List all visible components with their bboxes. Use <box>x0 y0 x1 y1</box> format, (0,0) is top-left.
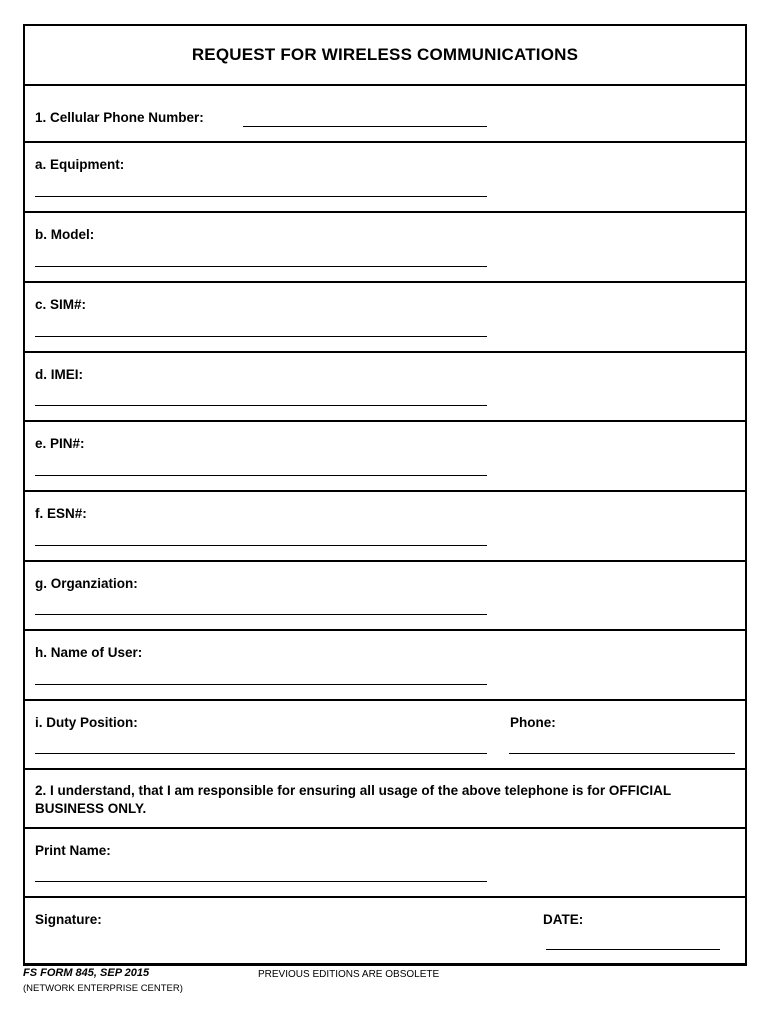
sim-field[interactable] <box>35 336 487 337</box>
organization-field[interactable] <box>35 614 487 615</box>
cell-number-label: 1. Cellular Phone Number: <box>35 110 204 125</box>
row-pin <box>25 422 745 492</box>
row-duty-position <box>25 701 745 770</box>
form-title: REQUEST FOR WIRELESS COMMUNICATIONS <box>25 26 745 86</box>
phone-label: Phone: <box>510 715 556 730</box>
imei-label: d. IMEI: <box>35 367 83 382</box>
equipment-field[interactable] <box>35 196 487 197</box>
row-signature <box>25 898 745 965</box>
organization-label: g. Organziation: <box>35 576 138 591</box>
row-esn <box>25 492 745 562</box>
user-name-field[interactable] <box>35 684 487 685</box>
equipment-label: a. Equipment: <box>35 157 125 172</box>
row-user-name <box>25 631 745 701</box>
imei-field[interactable] <box>35 405 487 406</box>
row-print-name <box>25 829 745 898</box>
row-organization <box>25 562 745 631</box>
print-name-field[interactable] <box>35 881 487 882</box>
esn-field[interactable] <box>35 545 487 546</box>
row-imei <box>25 353 745 422</box>
duty-position-label: i. Duty Position: <box>35 715 138 730</box>
user-name-label: h. Name of User: <box>35 645 143 660</box>
duty-position-field[interactable] <box>35 753 487 754</box>
pin-field[interactable] <box>35 475 487 476</box>
row-cell-number <box>25 86 745 143</box>
cell-number-field[interactable] <box>243 126 487 127</box>
sim-label: c. SIM#: <box>35 297 87 312</box>
date-label: DATE: <box>543 912 584 927</box>
row-sim <box>25 283 745 353</box>
esn-label: f. ESN#: <box>35 506 87 521</box>
row-equipment <box>25 143 745 213</box>
model-label: b. Model: <box>35 227 95 242</box>
row-model <box>25 213 745 283</box>
wireless-request-form <box>23 24 747 966</box>
obsolete-notice: PREVIOUS EDITIONS ARE OBSOLETE <box>258 969 440 980</box>
form-number: FS FORM 845, SEP 2015 <box>23 967 150 979</box>
issuing-organization: (NETWORK ENTERPRISE CENTER) <box>23 983 183 994</box>
row-acknowledgement <box>25 770 745 829</box>
phone-field[interactable] <box>509 753 735 754</box>
model-field[interactable] <box>35 266 487 267</box>
date-field[interactable] <box>546 949 720 950</box>
acknowledgement-text: 2. I understand, that I am responsible for ensuring all usage of the above telephone is for OFFICIAL BUSINESS ONLY. <box>35 783 671 816</box>
print-name-label: Print Name: <box>35 843 111 858</box>
pin-label: e. PIN#: <box>35 436 85 451</box>
signature-label: Signature: <box>35 912 102 927</box>
